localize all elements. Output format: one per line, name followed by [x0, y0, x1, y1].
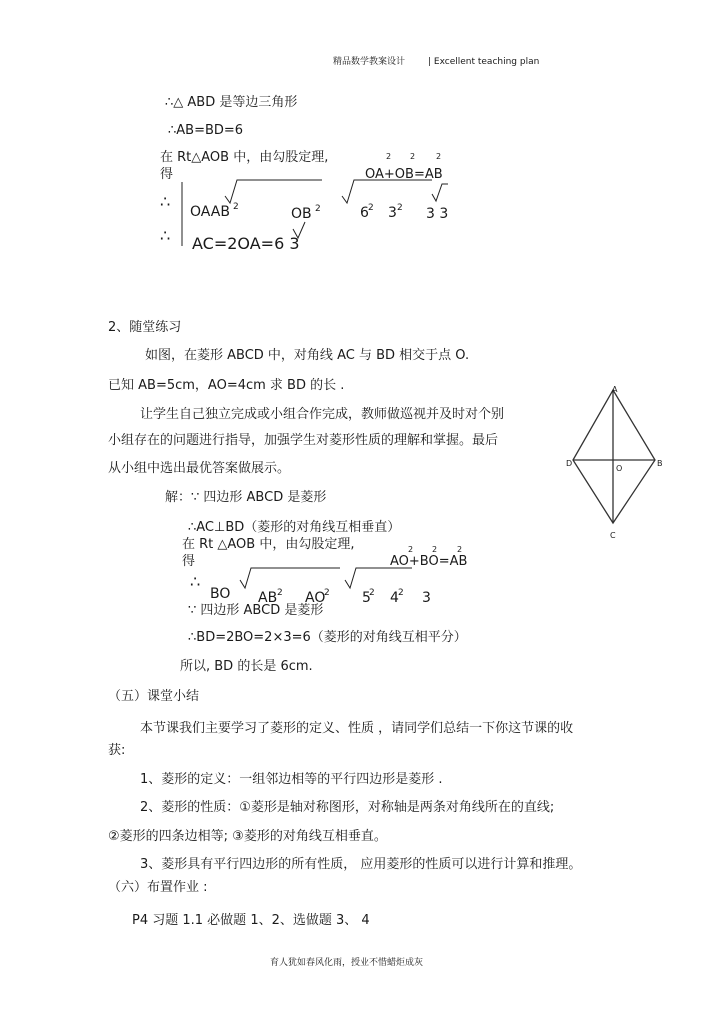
formula-four: 4	[390, 590, 399, 606]
exponent: 2	[410, 152, 416, 161]
exponent: 2	[397, 203, 403, 213]
exponent: 2	[386, 152, 392, 161]
solution-line: 解：∵ 四边形 ABCD 是菱形	[165, 490, 327, 505]
summary-item-2: 2、菱形的性质：①菱形是轴对称图形，对称轴是两条对角线所在的直线;	[140, 800, 555, 815]
homework-line: P4 习题 1.1 必做题 1、2、选做题 3、 4	[132, 913, 370, 928]
summary-intro-cont: 获:	[108, 743, 126, 758]
section6-title: （六）布置作业 :	[108, 880, 208, 895]
exponent: 2	[398, 588, 404, 598]
section2-title: 2、随堂练习	[108, 320, 182, 335]
solution-line: 在 Rt △AOB 中，由勾股定理,	[182, 537, 355, 552]
formula-ab: AB	[258, 590, 278, 606]
proof-line-equilateral: ∴△ ABD 是等边三角形	[165, 95, 298, 110]
exponent: 2	[315, 204, 321, 214]
formula-ob: OB	[291, 206, 312, 222]
formula-five: 5	[362, 590, 371, 606]
exponent: 2	[432, 545, 438, 554]
paragraph-line: 从小组中选出最优答案做展示。	[108, 461, 291, 476]
exponent: 2	[368, 203, 374, 213]
formula-ao: AO	[305, 590, 326, 606]
pythagoras-equation-2: AO+BO=AB	[390, 554, 468, 569]
solution-line-de: 得	[182, 554, 196, 569]
formula-three: 3	[388, 205, 397, 221]
exponent: 2	[436, 152, 442, 161]
formula-three-root-three: 3 3	[426, 206, 449, 222]
formula-three: 3	[422, 590, 431, 606]
proof-line-de: 得	[160, 167, 174, 182]
section5-title: （五）课堂小结	[108, 689, 200, 704]
therefore-symbol: ∴	[160, 192, 171, 211]
formula-bo: BO	[210, 586, 231, 602]
vertex-label-c: C	[610, 531, 616, 540]
formula-six: 6	[360, 205, 369, 221]
paragraph-line: 小组存在的问题进行指导，加强学生对菱形性质的理解和掌握。最后	[108, 433, 499, 448]
exponent: 2	[457, 545, 463, 554]
header-title: 精品数学教案设计	[333, 57, 406, 67]
summary-item-3: 3、菱形具有平行四边形的所有性质， 应用菱形的性质可以进行计算和推理。	[140, 857, 582, 872]
exponent: 2	[233, 202, 239, 212]
header-subtitle: | Excellent teaching plan	[428, 57, 540, 67]
exponent: 2	[324, 588, 330, 598]
paragraph-line: 让学生自己独立完成或小组合作完成，教师做巡视并及时对个别	[140, 407, 505, 422]
exponent: 2	[408, 545, 414, 554]
vertex-label-b: B	[657, 459, 663, 468]
vertex-label-a: A	[612, 385, 618, 394]
solution-line: ∴BD=2BO=2×3=6（菱形的对角线互相平分）	[188, 630, 467, 645]
summary-intro: 本节课我们主要学习了菱形的定义、性质 ，请同学们总结一下你这节课的收	[140, 721, 574, 736]
pythagoras-equation: OA+OB=AB	[365, 167, 443, 182]
exponent: 2	[277, 588, 283, 598]
solution-line: 所以, BD 的长是 6cm.	[180, 659, 313, 674]
summary-item-1: 1、菱形的定义：一组邻边相等的平行四边形是菱形 .	[140, 772, 443, 787]
exponent: 2	[369, 588, 375, 598]
proof-line-pythagoras: 在 Rt△AOB 中，由勾股定理,	[160, 150, 329, 165]
solution-line: ∵ 四边形 ABCD 是菱形	[188, 603, 324, 618]
footer-motto: 育人犹如春风化雨，授业不惜蜡炬成灰	[270, 958, 424, 968]
center-label-o: O	[616, 464, 623, 473]
proof-line-ab-bd: ∴AB=BD=6	[168, 123, 244, 138]
therefore-symbol: ∴	[160, 226, 171, 245]
formula-oa-ab: OAAB	[190, 204, 230, 220]
problem-line-1: 如图，在菱形 ABCD 中，对角线 AC 与 BD 相交于点 O.	[145, 348, 470, 363]
ac-result: AC=2OA=6 3	[192, 234, 300, 253]
vertex-label-d: D	[566, 459, 573, 468]
solution-line: ∴AC⊥BD（菱形的对角线互相垂直）	[188, 520, 401, 535]
summary-item-2-cont: ②菱形的四条边相等; ③菱形的对角线互相垂直。	[108, 829, 387, 844]
problem-line-2: 已知 AB=5cm，AO=4cm 求 BD 的长 .	[108, 378, 345, 393]
therefore-symbol: ∴	[190, 572, 201, 591]
